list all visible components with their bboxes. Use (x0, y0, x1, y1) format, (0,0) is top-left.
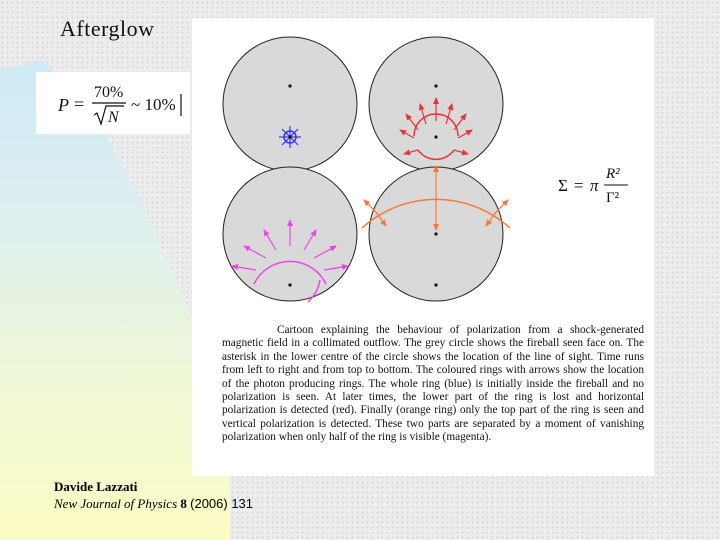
citation (54, 478, 253, 512)
polarization-figure (192, 18, 654, 476)
citation-year-page: (2006) 131 (190, 496, 254, 511)
formula-p-numerator: 70% (94, 84, 124, 101)
formula-sigma-pi: π (590, 176, 599, 195)
slide-title: Afterglow (60, 16, 155, 41)
figure-caption: Cartoon explaining the behaviour of polarization from a shock-generated magnetic field in a collimated outflow. The grey circle shows the fireball seen face on. The asterisk in the lower centre of the circle shows the location of the line of sight. Time runs from left to right and from top to bottom. The coloured rings with arrows show the location of the photon producing rings. The whole ring (blue) is initially inside the fireball and no polarization is seen. At later times, the lower part of the ring is lost and horizontal polarization is detected (red). Finally (orange ring) only the top part of the ring is seen and vertical polarization is detected. These two parts are separated by a moment of vanishing polarization when only half of the ring is visible (magenta). (222, 324, 644, 444)
formula-sigma-numerator: R² (606, 166, 620, 182)
panel-magenta-ring (223, 167, 357, 302)
panel-orange-ring (362, 166, 510, 301)
polarization-formula (36, 72, 190, 134)
citation-author: Davide Lazzati (54, 479, 138, 494)
formula-p-approx: ~ 10% (131, 95, 176, 114)
panel-red-ring (369, 37, 503, 171)
formula-sigma-lhs: Σ (558, 176, 568, 195)
citation-journal: New Journal of Physics (54, 496, 178, 511)
panel-blue-ring (223, 37, 357, 171)
svg-text:=: = (574, 176, 584, 195)
formula-sigma-denominator: Γ² (606, 190, 620, 206)
citation-volume: 8 (180, 496, 187, 511)
svg-text:=: = (74, 94, 85, 114)
sigma-formula (556, 158, 636, 218)
formula-p-denominator: N (108, 109, 119, 126)
formula-p-lhs: P (58, 95, 69, 115)
